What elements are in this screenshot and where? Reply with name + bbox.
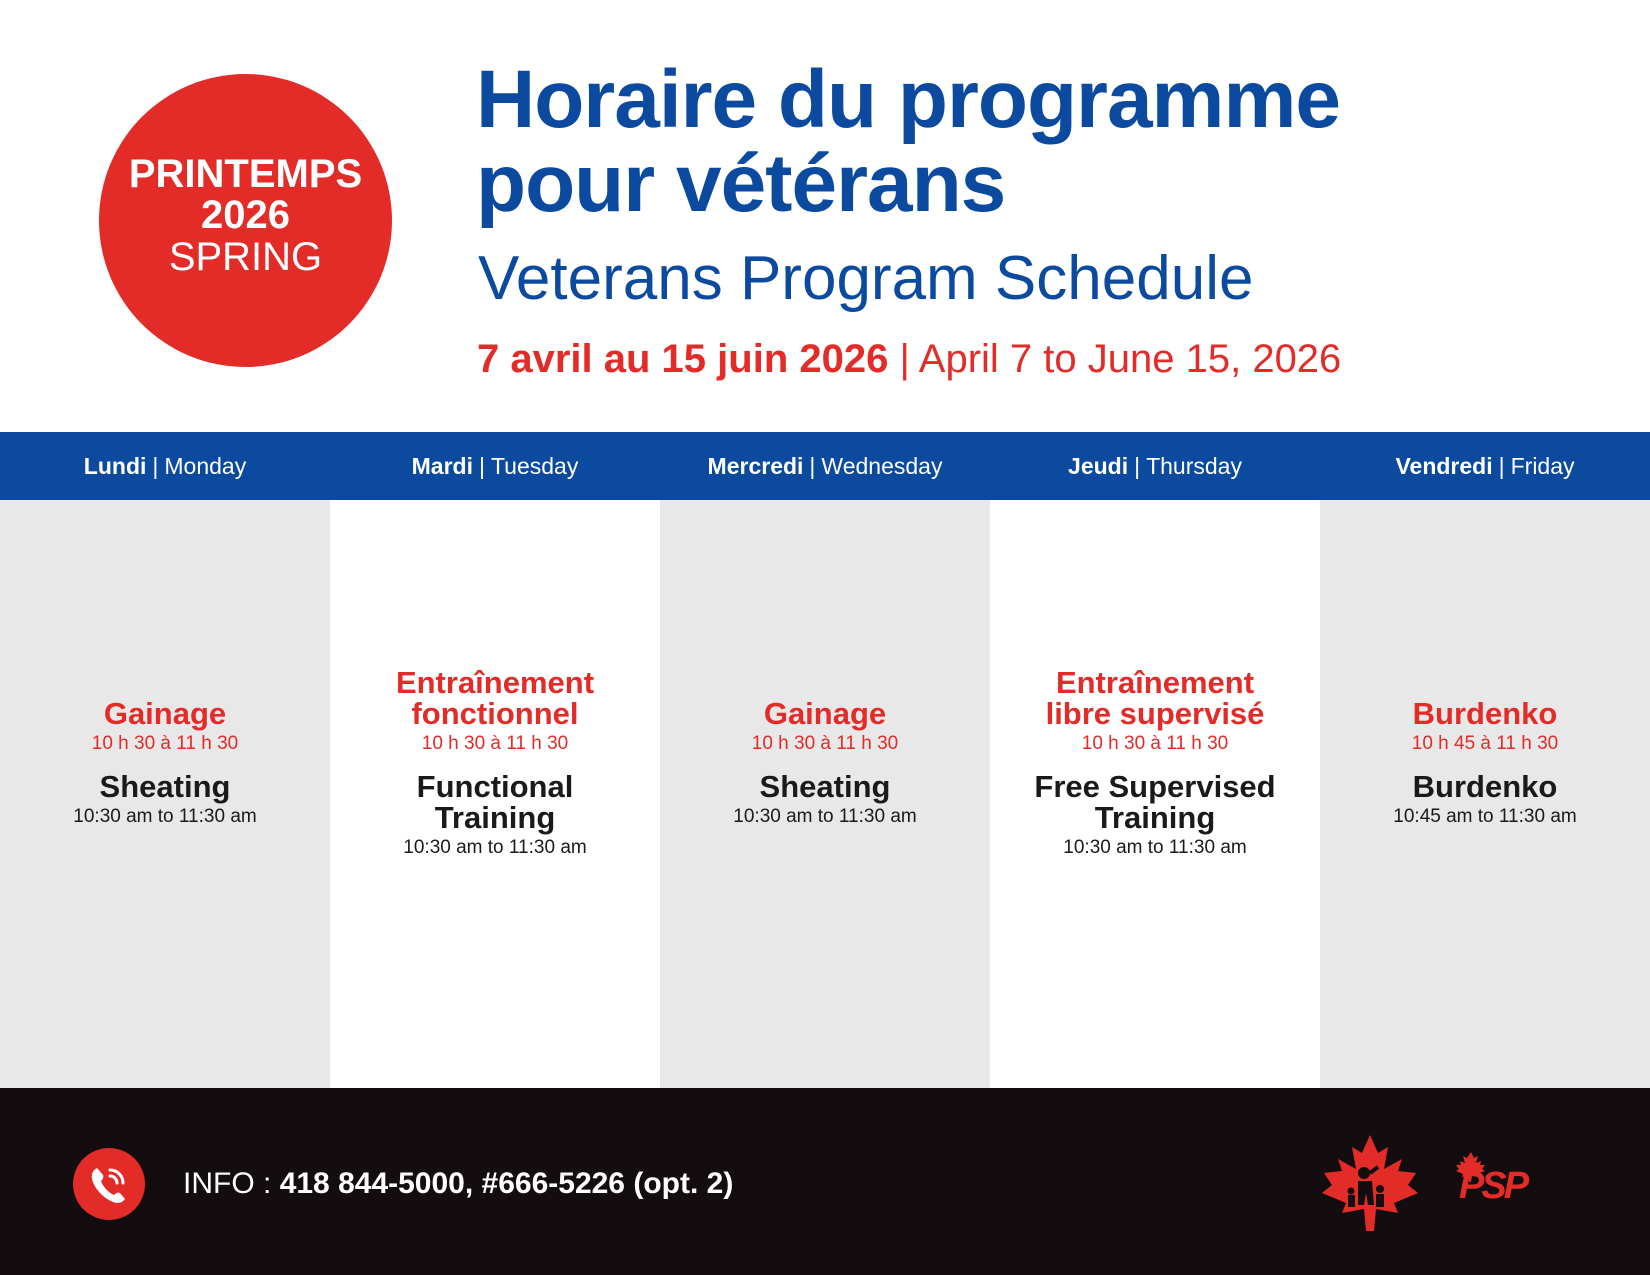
title-fr-line1: Horaire du programme [476, 54, 1340, 145]
activity-name-fr: Entraînement [1055, 665, 1255, 700]
phone-icon-glyph [73, 1148, 145, 1220]
activity-name-en: Sheating [759, 769, 891, 804]
activity-name-en-line2: Training [434, 800, 556, 835]
activity-name-fr: Entraînement [395, 665, 595, 700]
schedule-cell-wednesday [660, 500, 990, 1088]
day-fr: Mercredi [707, 452, 804, 479]
badge-season-fr: PRINTEMPS [128, 151, 363, 196]
day-header-friday: Vendredi | Friday [1395, 452, 1575, 479]
activity-time-fr: 10 h 30 à 11 h 30 [91, 733, 239, 754]
activity-name-en: Functional [416, 769, 574, 804]
info-contact [183, 1162, 733, 1206]
day-fr: Vendredi [1395, 452, 1493, 479]
activity-name-en-line2: Training [1094, 800, 1216, 835]
schedule-cell-friday [1320, 500, 1650, 1088]
activity-time-en: 10:30 am to 11:30 am [403, 837, 587, 858]
activity-time-fr: 10 h 45 à 11 h 30 [1411, 733, 1559, 754]
activity-time-fr: 10 h 30 à 11 h 30 [1081, 733, 1229, 754]
activity-time-fr: 10 h 30 à 11 h 30 [751, 733, 899, 754]
info-label: INFO : [183, 1167, 272, 1200]
title-fr-line2: pour vétérans [476, 138, 1006, 229]
psp-logo-text: PSP [1459, 1165, 1527, 1202]
day-fr: Mardi [411, 452, 473, 479]
schedule-cell-thursday [990, 500, 1320, 1088]
day-en: Thursday [1146, 452, 1242, 479]
activity-name-fr: Gainage [103, 696, 227, 731]
page-title-fr [476, 54, 1626, 229]
day-fr: Jeudi [1068, 452, 1129, 479]
phone-icon[interactable] [73, 1148, 145, 1220]
badge-season-en: SPRING [168, 234, 323, 279]
activity-name-en: Free Supervised [1034, 769, 1276, 804]
page-title-en: Veterans Program Schedule [478, 244, 1254, 313]
season-badge [99, 74, 392, 367]
activity-name-en: Burdenko [1412, 769, 1558, 804]
dates-en: April 7 to June 15, 2026 [918, 337, 1342, 381]
activity-time-en: 10:30 am to 11:30 am [73, 806, 257, 827]
day-header-wednesday: Mercredi | Wednesday [707, 452, 943, 479]
day-header-tuesday: Mardi | Tuesday [411, 452, 579, 479]
activity-time-fr: 10 h 30 à 11 h 30 [421, 733, 569, 754]
activity-time-en: 10:30 am to 11:30 am [1063, 837, 1247, 858]
day-en: Wednesday [821, 452, 943, 479]
day-fr: Lundi [83, 452, 147, 479]
badge-year: 2026 [201, 192, 290, 237]
dates-fr: 7 avril au 15 juin 2026 [477, 337, 889, 381]
program-dates [477, 334, 1341, 384]
maple-leaf-salute-logo [1318, 1133, 1422, 1233]
dates-separator: | [899, 337, 910, 381]
activity-name-fr: Gainage [763, 696, 887, 731]
activity-name-fr-line2: fonctionnel [411, 696, 579, 731]
footer-bar [0, 1088, 1650, 1275]
activity-name-en: Sheating [99, 769, 231, 804]
weekday-header [0, 432, 1650, 500]
activity-name-fr-line2: libre supervisé [1045, 696, 1265, 731]
schedule-cell-tuesday [330, 500, 660, 1088]
activity-time-en: 10:30 am to 11:30 am [733, 806, 917, 827]
day-header-monday: Lundi | Monday [83, 452, 247, 479]
day-en: Tuesday [490, 452, 579, 479]
activity-name-fr: Burdenko [1412, 696, 1558, 731]
day-header-thursday: Jeudi | Thursday [1068, 452, 1242, 479]
schedule-cell-monday [0, 500, 330, 1088]
schedule-grid [0, 500, 1650, 1088]
info-phone-number[interactable]: 418 844-5000, #666-5226 (opt. 2) [279, 1167, 734, 1200]
activity-time-en: 10:45 am to 11:30 am [1393, 806, 1577, 827]
day-en: Friday [1510, 452, 1575, 479]
psp-logo [1455, 1150, 1561, 1202]
day-en: Monday [164, 452, 247, 479]
